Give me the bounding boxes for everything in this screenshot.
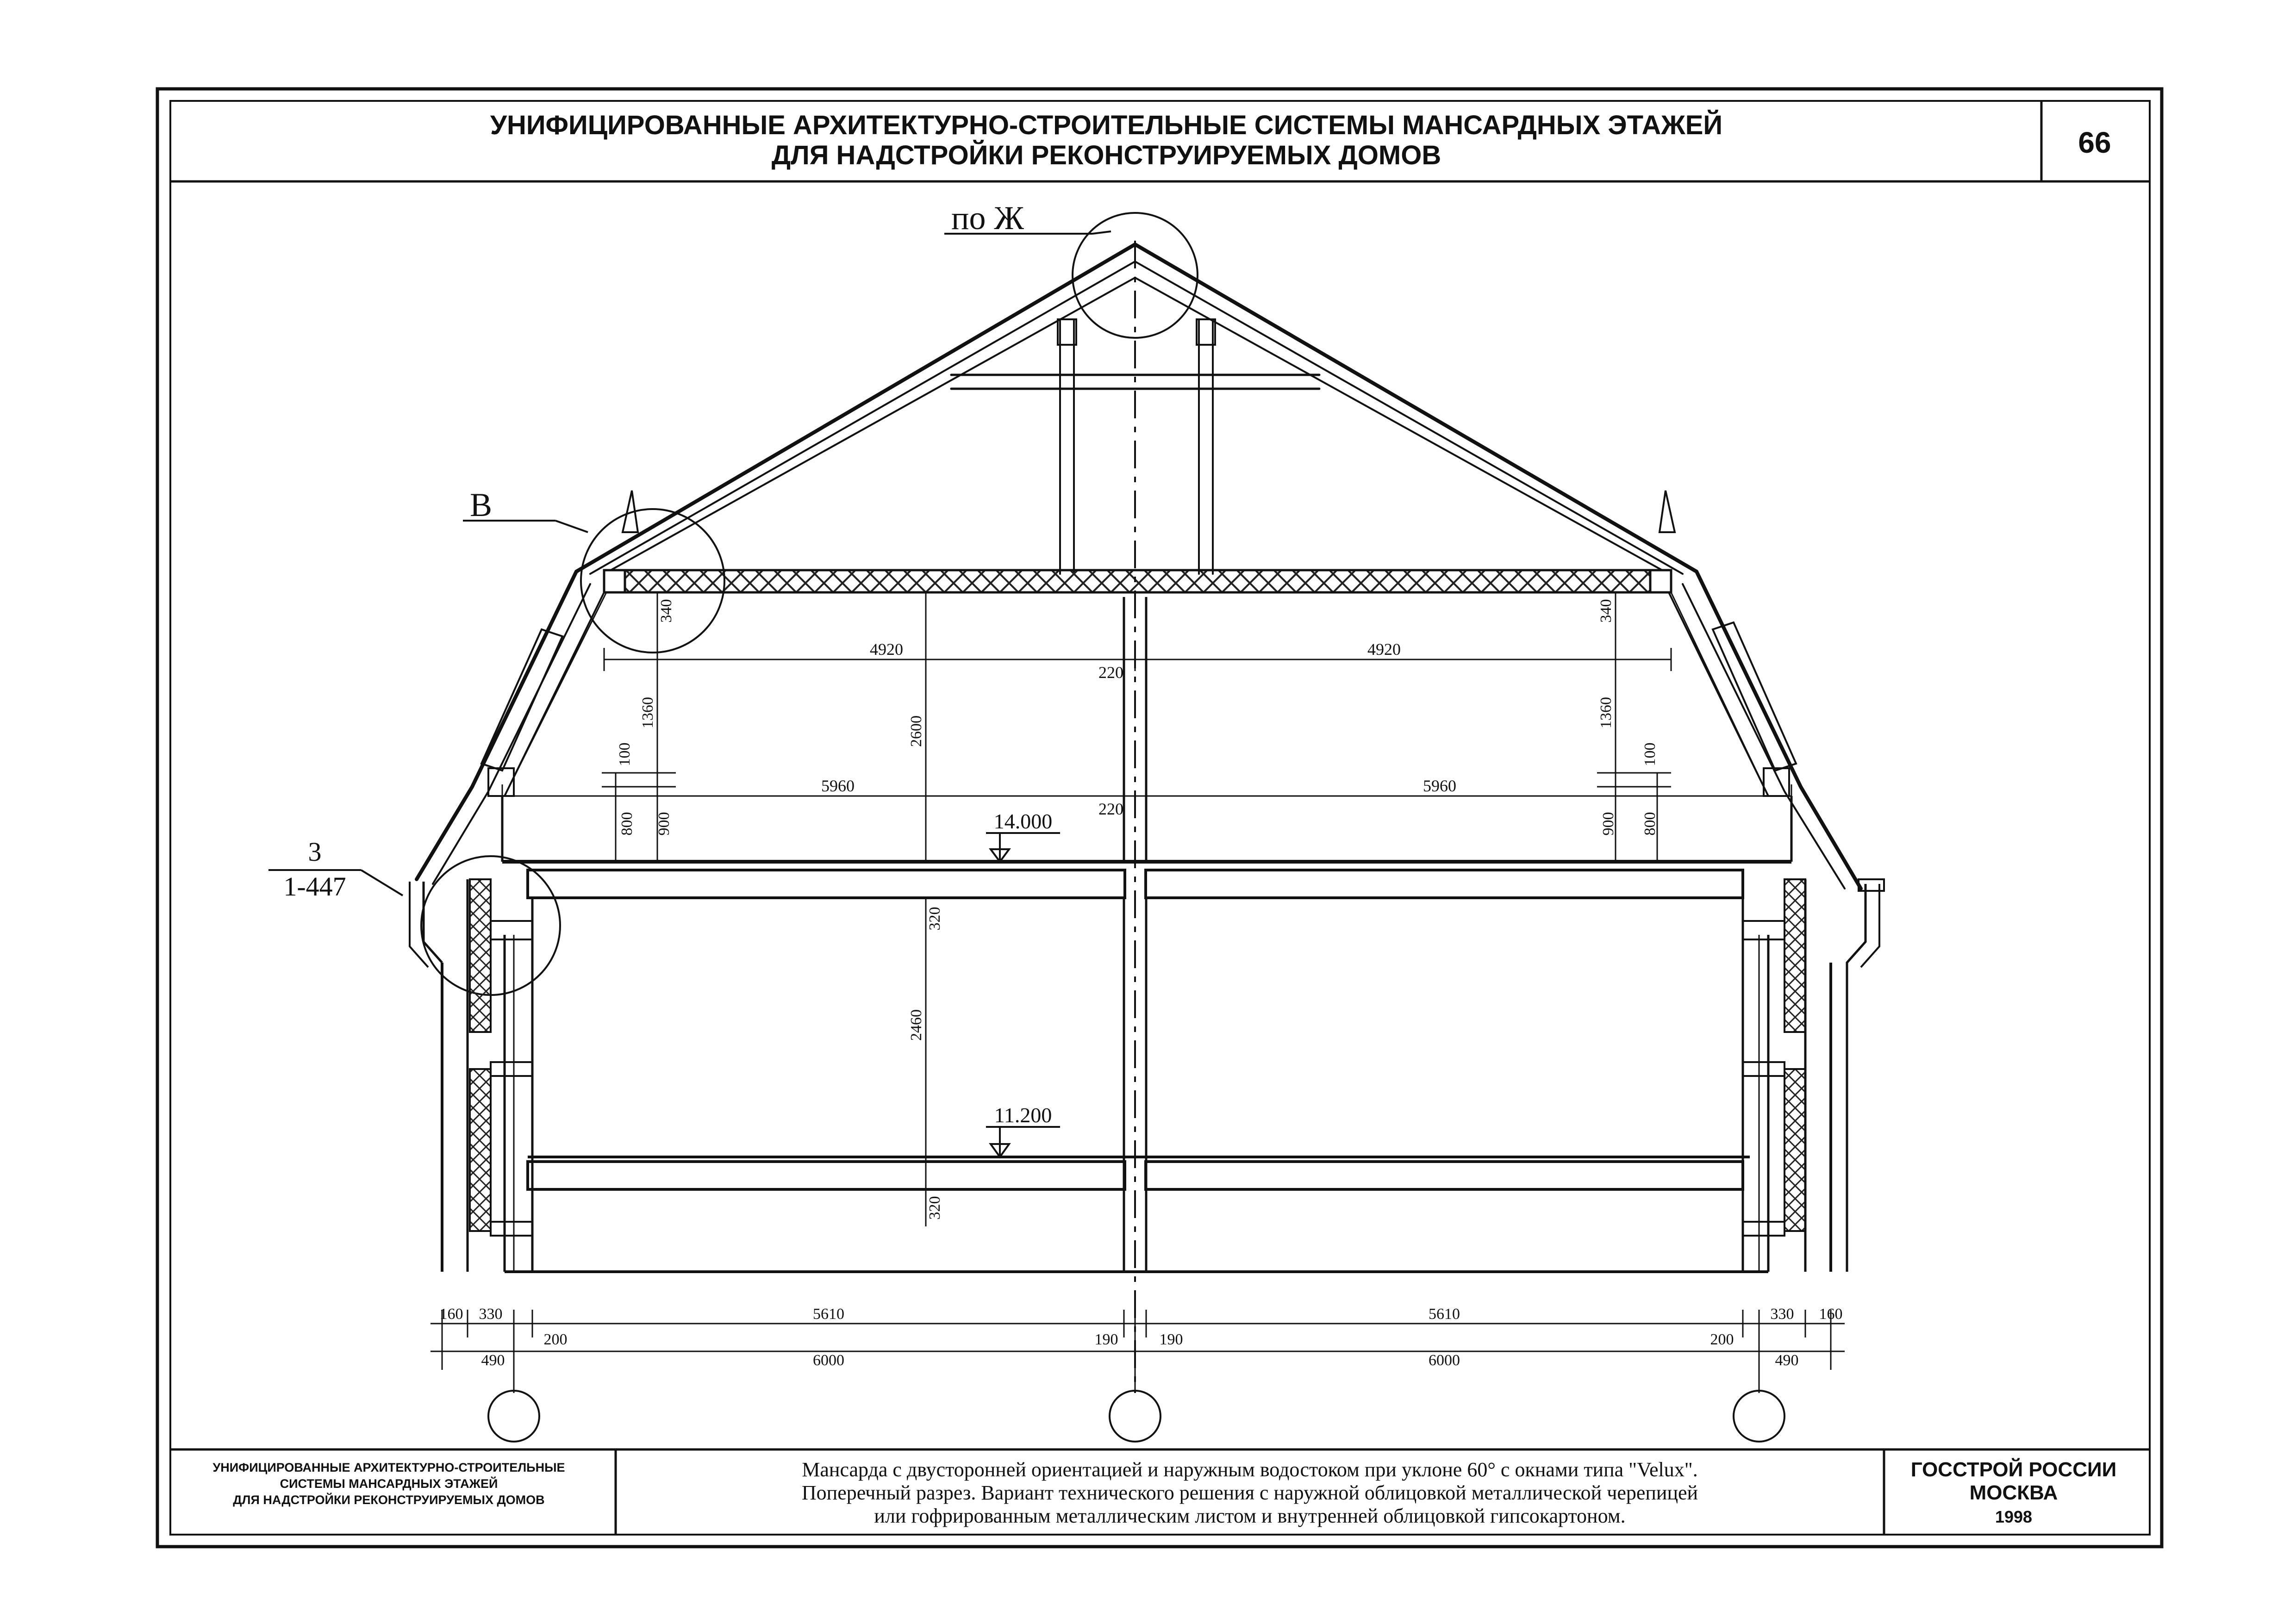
header-title-line2: ДЛЯ НАДСТРОЙКИ РЕКОНСТРУИРУЕМЫХ ДОМОВ xyxy=(771,140,1441,170)
dim-top-span-right: 4920 xyxy=(1367,640,1401,659)
dim-b-160-right: 160 xyxy=(1819,1306,1843,1323)
dim-b-160-left: 160 xyxy=(439,1306,463,1323)
dim-low-b-left: 900 xyxy=(655,812,673,836)
roof-structure xyxy=(417,213,1861,995)
dim-b-330-right: 330 xyxy=(1770,1306,1794,1323)
footer-desc-line2: Поперечный разрез. Вариант технического решения с наружной облицовкой металлической черепицей xyxy=(801,1481,1698,1504)
dim-b-200-left: 200 xyxy=(543,1331,568,1348)
footer-org-line1: ГОССТРОЙ РОССИИ xyxy=(1910,1458,2117,1481)
callout-eave: В xyxy=(470,486,493,523)
level-attic-floor: 14.000 xyxy=(993,809,1053,833)
dim-b-330-left: 330 xyxy=(479,1306,503,1323)
dim-low-b-right: 900 xyxy=(1600,812,1617,836)
outer-frame xyxy=(157,89,2162,1547)
dim-knee-step-right: 100 xyxy=(1641,742,1659,766)
footer-desc-line1: Мансарда с двусторонней ориентацией и наружным водостоком при уклоне 60° с окнами типа "Velux". xyxy=(802,1458,1698,1481)
dim-b-6000-right: 6000 xyxy=(1429,1352,1460,1369)
dim-knee-height-right: 1360 xyxy=(1597,697,1615,728)
dim-axis-gap-lower: 220 xyxy=(1098,800,1123,818)
dim-floor-height: 2460 xyxy=(908,1009,925,1041)
dim-attic-height: 2600 xyxy=(908,715,925,747)
dim-b-490-left: 490 xyxy=(481,1352,505,1369)
footer-left-line2: СИСТЕМЫ МАНСАРДНЫХ ЭТАЖЕЙ xyxy=(280,1477,498,1491)
footer-org-line2: МОСКВА xyxy=(1969,1481,2058,1504)
dim-b-190-left: 190 xyxy=(1094,1331,1118,1348)
callout-gutter-top: 3 xyxy=(308,837,322,867)
dim-top-height-left: 340 xyxy=(658,599,675,623)
dim-b-490-right: 490 xyxy=(1775,1352,1799,1369)
callout-ridge: по Ж xyxy=(951,199,1024,236)
dim-b-5610-right: 5610 xyxy=(1429,1306,1460,1323)
footer-left-line1: УНИФИЦИРОВАННЫЕ АРХИТЕКТУРНО-СТРОИТЕЛЬНЫЕ xyxy=(212,1461,565,1474)
dim-low-a-left: 800 xyxy=(618,812,636,836)
sheet-number: 66 xyxy=(2078,126,2111,159)
dim-b-200-right: 200 xyxy=(1710,1331,1734,1348)
callout-gutter-bottom: 1-447 xyxy=(283,871,346,902)
dim-top-span-left: 4920 xyxy=(870,640,903,659)
dim-slab-upper: 320 xyxy=(926,907,943,931)
dim-slab-lower: 320 xyxy=(926,1196,943,1220)
header-title-line1: УНИФИЦИРОВАННЫЕ АРХИТЕКТУРНО-СТРОИТЕЛЬНЫЕ СИСТЕМЫ МАНСАРДНЫХ ЭТАЖЕЙ xyxy=(490,110,1723,140)
dim-knee-step-left: 100 xyxy=(616,742,633,766)
dim-axis-gap-upper: 220 xyxy=(1098,663,1123,682)
footer-desc-line3: или гофрированным металлическим листом и внутренней облицовкой гипсокартоном. xyxy=(874,1505,1626,1527)
footer-org-line3: 1998 xyxy=(1995,1507,2033,1526)
dim-top-height-right: 340 xyxy=(1597,599,1615,623)
dim-wall-span-right: 5960 xyxy=(1423,777,1456,795)
footer-left-line3: ДЛЯ НАДСТРОЙКИ РЕКОНСТРУИРУЕМЫХ ДОМОВ xyxy=(233,1493,545,1507)
dim-b-190-right: 190 xyxy=(1159,1331,1183,1348)
dim-b-6000-left: 6000 xyxy=(813,1352,844,1369)
dim-low-a-right: 800 xyxy=(1641,812,1659,836)
dim-wall-span-left: 5960 xyxy=(821,777,855,795)
dim-b-5610-left: 5610 xyxy=(813,1306,844,1323)
dim-knee-height-left: 1360 xyxy=(639,697,656,728)
level-lower-floor: 11.200 xyxy=(994,1103,1052,1127)
